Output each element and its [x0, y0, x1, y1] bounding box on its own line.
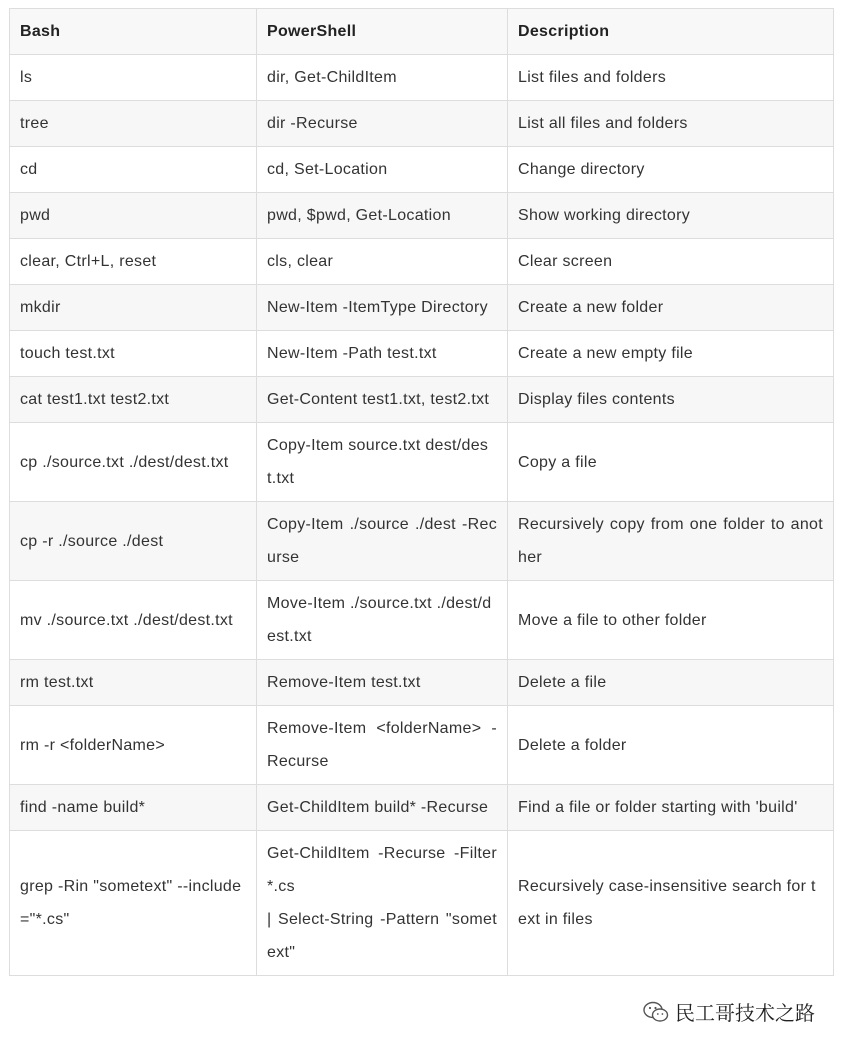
powershell-cell: Get-ChildItem build* -Recurse: [257, 785, 508, 831]
powershell-cell: dir, Get-ChildItem: [257, 55, 508, 101]
description-cell: Change directory: [508, 147, 834, 193]
description-cell: Recursively case-insensitive search for text in files: [508, 831, 834, 976]
powershell-cell: cd, Set-Location: [257, 147, 508, 193]
bash-cell: clear, Ctrl+L, reset: [10, 239, 257, 285]
powershell-cell: Remove-Item <folderName> -Recurse: [257, 706, 508, 785]
powershell-cell: pwd, $pwd, Get-Location: [257, 193, 508, 239]
table-row: [10, 785, 834, 831]
description-cell: Display files contents: [508, 377, 834, 423]
bash-cell: cat test1.txt test2.txt: [10, 377, 257, 423]
powershell-cell: Copy-Item ./source ./dest -Recurse: [257, 502, 508, 581]
description-cell: List files and folders: [508, 55, 834, 101]
command-comparison-table: [9, 8, 834, 976]
table-row: [10, 147, 834, 193]
description-cell: Create a new empty file: [508, 331, 834, 377]
bash-cell: cp -r ./source ./dest: [10, 502, 257, 581]
bash-cell: mv ./source.txt ./dest/dest.txt: [10, 581, 257, 660]
table-row: [10, 423, 834, 502]
description-cell: Find a file or folder starting with 'build': [508, 785, 834, 831]
description-cell: Move a file to other folder: [508, 581, 834, 660]
description-cell: Delete a file: [508, 660, 834, 706]
bash-cell: cd: [10, 147, 257, 193]
table-row: [10, 831, 834, 976]
description-cell: Delete a folder: [508, 706, 834, 785]
powershell-cell: Copy-Item source.txt dest/dest.txt: [257, 423, 508, 502]
description-cell: Create a new folder: [508, 285, 834, 331]
table-row: [10, 101, 834, 147]
header-description: Description: [508, 9, 834, 55]
bash-cell: find -name build*: [10, 785, 257, 831]
description-cell: Copy a file: [508, 423, 834, 502]
bash-cell: grep -Rin "sometext" --include="*.cs": [10, 831, 257, 976]
table-row: [10, 581, 834, 660]
bash-cell: cp ./source.txt ./dest/dest.txt: [10, 423, 257, 502]
powershell-cell: New-Item -Path test.txt: [257, 331, 508, 377]
table-row: [10, 331, 834, 377]
bash-cell: pwd: [10, 193, 257, 239]
table-row: [10, 502, 834, 581]
powershell-cell: Move-Item ./source.txt ./dest/dest.txt: [257, 581, 508, 660]
bash-cell: mkdir: [10, 285, 257, 331]
table-row: [10, 193, 834, 239]
table-row: [10, 239, 834, 285]
powershell-cell: Remove-Item test.txt: [257, 660, 508, 706]
watermark-text: 民工哥技术之路: [675, 1003, 815, 1025]
watermark: [641, 997, 817, 1026]
bash-cell: tree: [10, 101, 257, 147]
powershell-cell: dir -Recurse: [257, 101, 508, 147]
bash-cell: rm -r <folderName>: [10, 706, 257, 785]
bash-cell: rm test.txt: [10, 660, 257, 706]
table-row: [10, 377, 834, 423]
powershell-cell: Get-ChildItem -Recurse -Filter *.cs | Select-String -Pattern "sometext": [257, 831, 508, 976]
description-cell: Show working directory: [508, 193, 834, 239]
header-bash: Bash: [10, 9, 257, 55]
table-row: [10, 660, 834, 706]
powershell-cell: New-Item -ItemType Directory: [257, 285, 508, 331]
wechat-icon: [643, 1001, 669, 1023]
description-cell: Clear screen: [508, 239, 834, 285]
description-cell: List all files and folders: [508, 101, 834, 147]
table-row: [10, 55, 834, 101]
bash-cell: touch test.txt: [10, 331, 257, 377]
description-cell: Recursively copy from one folder to another: [508, 502, 834, 581]
table-row: [10, 706, 834, 785]
powershell-cell: cls, clear: [257, 239, 508, 285]
table-row: [10, 285, 834, 331]
bash-cell: ls: [10, 55, 257, 101]
header-powershell: PowerShell: [257, 9, 508, 55]
table-header-row: [10, 9, 834, 55]
powershell-cell: Get-Content test1.txt, test2.txt: [257, 377, 508, 423]
